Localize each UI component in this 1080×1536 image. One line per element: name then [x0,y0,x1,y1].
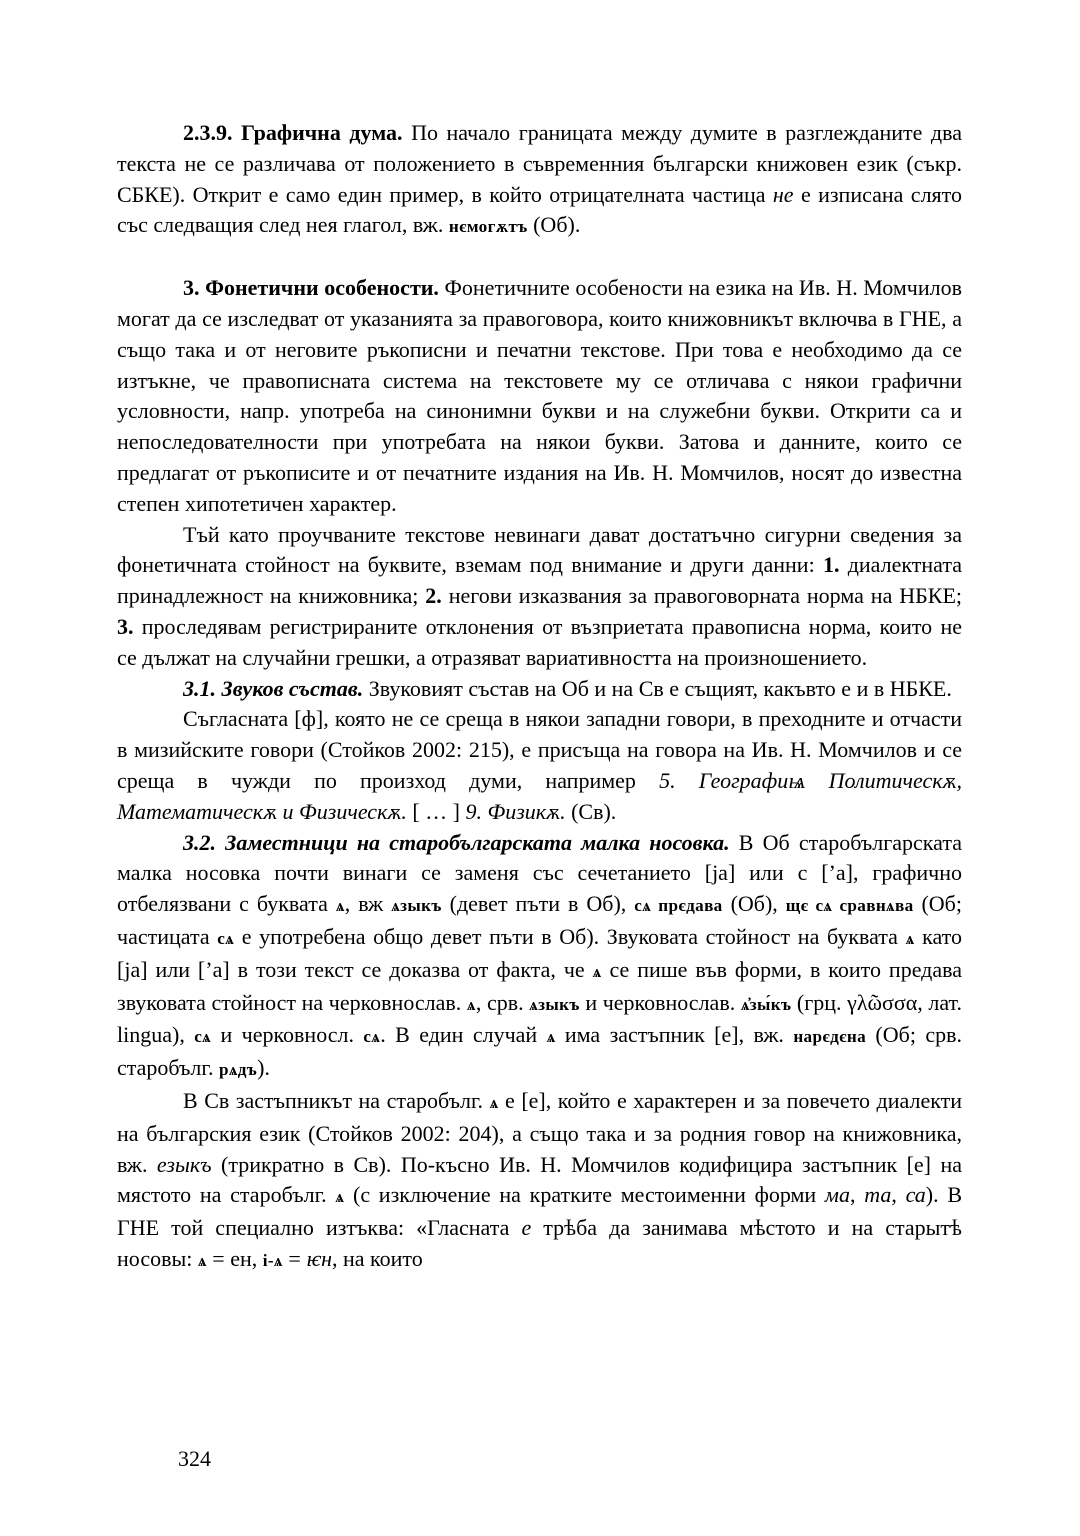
paragraph-small-nasal: 3.2. Заместници на старобългарската малка носовка. В Об старобългарската малка носовка почти винаги се заменя със сечетанието [ја] или с [’а], графично отбелязвани с буквата ѧ, вж ѧзыкъ (девет пъти в Об), сѧ прєдава (Об), щє сѧ сравнѧва (Об; частицата сѧ е употребена общо девет пъти в Об). Звуковата стойност на буквата ѧ като [ја] или [’а] в този текст се доказва от факта, че ѧ се пише във форми, в които предава звуковата стойност на черковнослав. ѧ, срв. ѧзыкъ и черковнослав. ѧ҆зы́къ (грц. γλῶσσα, лат. lingua), сѧ и черковносл. сѧ. В един случай ѧ има застъпник [е], вж. нарєдєна (Об; срв. старобълг. рѧдъ). [117,829,963,1081]
section-heading-3-2: 3.2. Заместници на старобългарската малка носовка. [183,829,730,855]
paragraph-sound-inventory: 3.1. Звуков състав. Звуковият състав на Об и на Св е същият, какъвто е и в НБКЕ. [183,675,952,701]
paragraph-data-sources: Тъй като проучваните текстове невинаги дават достатъчно сигурни сведения за фонетичната стойност на буквите, вземам под внимание и други данни: 1. диалектната принадлежност на книжовника; 2. негови изказвания за правоговорната норма на НБКЕ; 3. проследявам регистрираните отклонения от възприетата правописна норма, които не се дължат на случайни грешки, а отразяват вариативността на произношението. [117,521,963,670]
page-number: 324 [178,1446,211,1471]
church-slavonic-word: нємогѫтъ [448,217,528,237]
section-heading-3-1: 3.1. Звуков състав. [183,675,364,701]
section-heading-3: 3. Фонетични особености. [183,275,439,301]
page-body [117,118,962,1277]
section-heading-2-3-9: 2.3.9. Графична дума. [183,120,403,145]
paragraph-consonant-f: Съгласната [ф], която не се среща в някои западни говори, в преходните и отчасти в мизийските говори (Стойков 2002: 215), е присъща на говора на Ив. Н. Момчилов и се среща в чужди по произход думи, например 5. Географиѩ Политическѫ, Математическѫ и Физическѫ. [ … ] 9. Физикѫ. (Св). [117,706,962,824]
paragraph-graphic-word: 2.3.9. Графична дума. По начало границата между думите в разглежданите два текста не се различава от положението в съвременния български книжовен език (съкр. СБКЕ). Открит е само един пример, в който отрицателната частица не е изписана слято със следващия след нея глагол, вж. нємогѫтъ (Об). [117,120,962,238]
paragraph-phonetic-features: 3. Фонетични особености. Фонетичните особености на езика на Ив. Н. Момчилов могат да се изследват от указанията за правоговора, които книжовникът включва в ГНЕ, а също така и от неговите ръкописни и печатни текстове. При това е необходимо да се изтъкне, че правописната система на текстовете му се отличава с някои графични условности, напр. употреба на синонимни букви и на служебни букви. Открити са и непоследователности при употребата на някои букви. Затова и данните, които се предлагат от ръкописите и от печатните издания на Ив. Н. Момчилов, носят до известна степен хипотетичен характер. [117,275,963,516]
paragraph-sv-reflex: В Св застъпникът на старобълг. ѧ е [е], който е характерен и за повечето диалекти на българския език (Стойков 2002: 204), а също така и за родния говор на книжовника, вж. езыкъ (трикратно в Св). По-късно Ив. Н. Момчилов кодифицира застъпник [е] на мястото на старобълг. ѧ (с изключение на кратките местоименни форми ма, та, са). В ГНЕ той специално изтъква: «Гласната е трѣба да занимава мѣстото и на старытѣ носовы: ѧ = ен, і-ѧ = ѥн, на които [117,1087,963,1271]
